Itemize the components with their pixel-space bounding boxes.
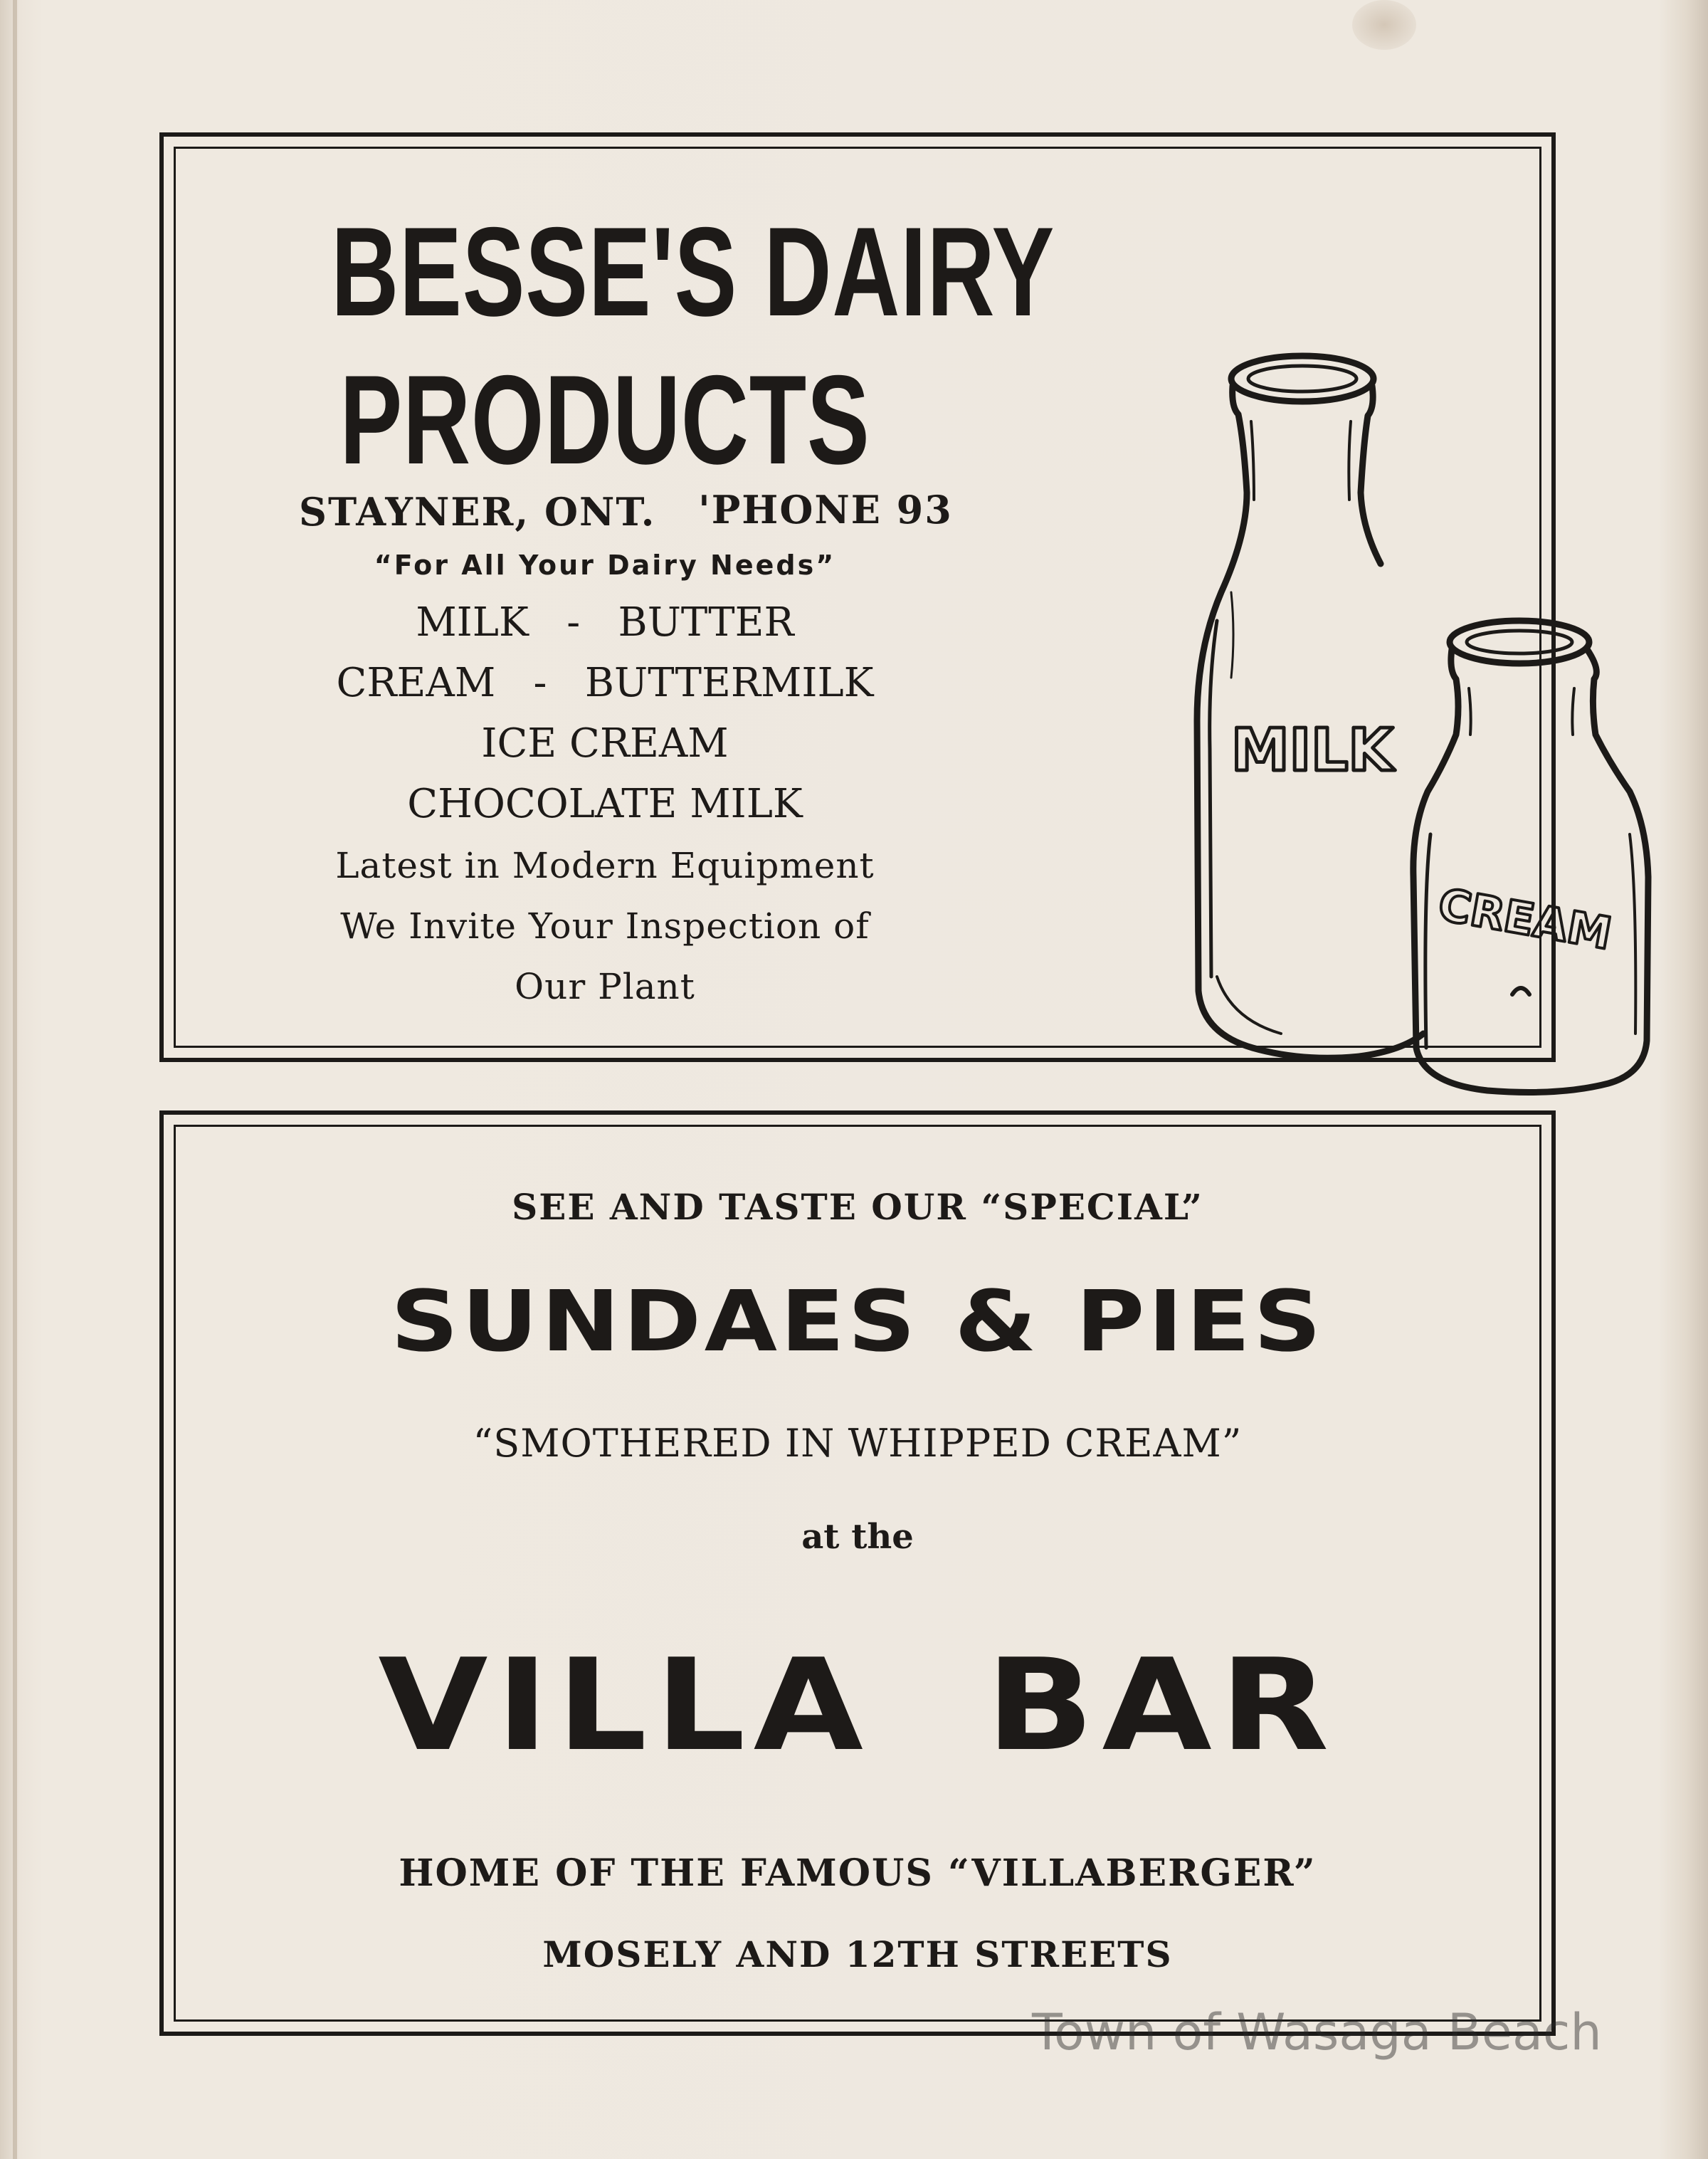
villa-home-of: HOME OF THE FAMOUS “VILLABERGER” — [399, 1851, 1317, 1895]
villa-at-the: at the — [801, 1517, 914, 1557]
milk-bottle-icon — [1197, 356, 1423, 1058]
dairy-title-line2: PRODUCTS — [339, 349, 870, 490]
dairy-product-line: CREAM - BUTTERMILK — [336, 660, 874, 706]
dairy-product-line: ICE CREAM — [481, 720, 729, 767]
dairy-location: STAYNER, ONT. — [299, 489, 656, 535]
villa-address: MOSELY AND 12TH STREETS — [542, 1933, 1173, 1975]
paper-stain — [1352, 0, 1416, 50]
dairy-product-line: CHOCOLATE MILK — [407, 781, 803, 827]
dairy-slogan: “For All Your Dairy Needs” — [374, 550, 836, 581]
dairy-product-line: MILK - BUTTER — [416, 599, 794, 646]
villa-bar-ad-box — [159, 1110, 1556, 2036]
dairy-equipment-line: Latest in Modern Equipment — [335, 845, 875, 886]
villa-name: VILLA BAR — [378, 1632, 1337, 1779]
cream-bottle-icon — [1413, 621, 1648, 1092]
milk-label: MILK — [1231, 717, 1393, 784]
dairy-title-line1: BESSE'S DAIRY — [331, 201, 1055, 342]
dairy-phone: 'PHONE 93 — [698, 487, 953, 532]
dairy-plant-line: Our Plant — [515, 966, 695, 1007]
villa-tagline: “SMOTHERED IN WHIPPED CREAM” — [473, 1421, 1243, 1466]
dairy-ad-box — [159, 132, 1615, 1062]
cream-label: CREAM — [1434, 878, 1615, 960]
villa-intro: SEE AND TASTE OUR “SPECIAL” — [512, 1186, 1203, 1228]
villa-headline: SUNDAES & PIES — [390, 1272, 1325, 1370]
milk-cream-bottles-illustration — [1188, 350, 1672, 1105]
page-spine-shadow — [13, 0, 17, 2159]
dairy-invite-line: We Invite Your Inspection of — [340, 905, 870, 947]
watermark-text: Town of Wasaga Beach — [1032, 2003, 1602, 2061]
